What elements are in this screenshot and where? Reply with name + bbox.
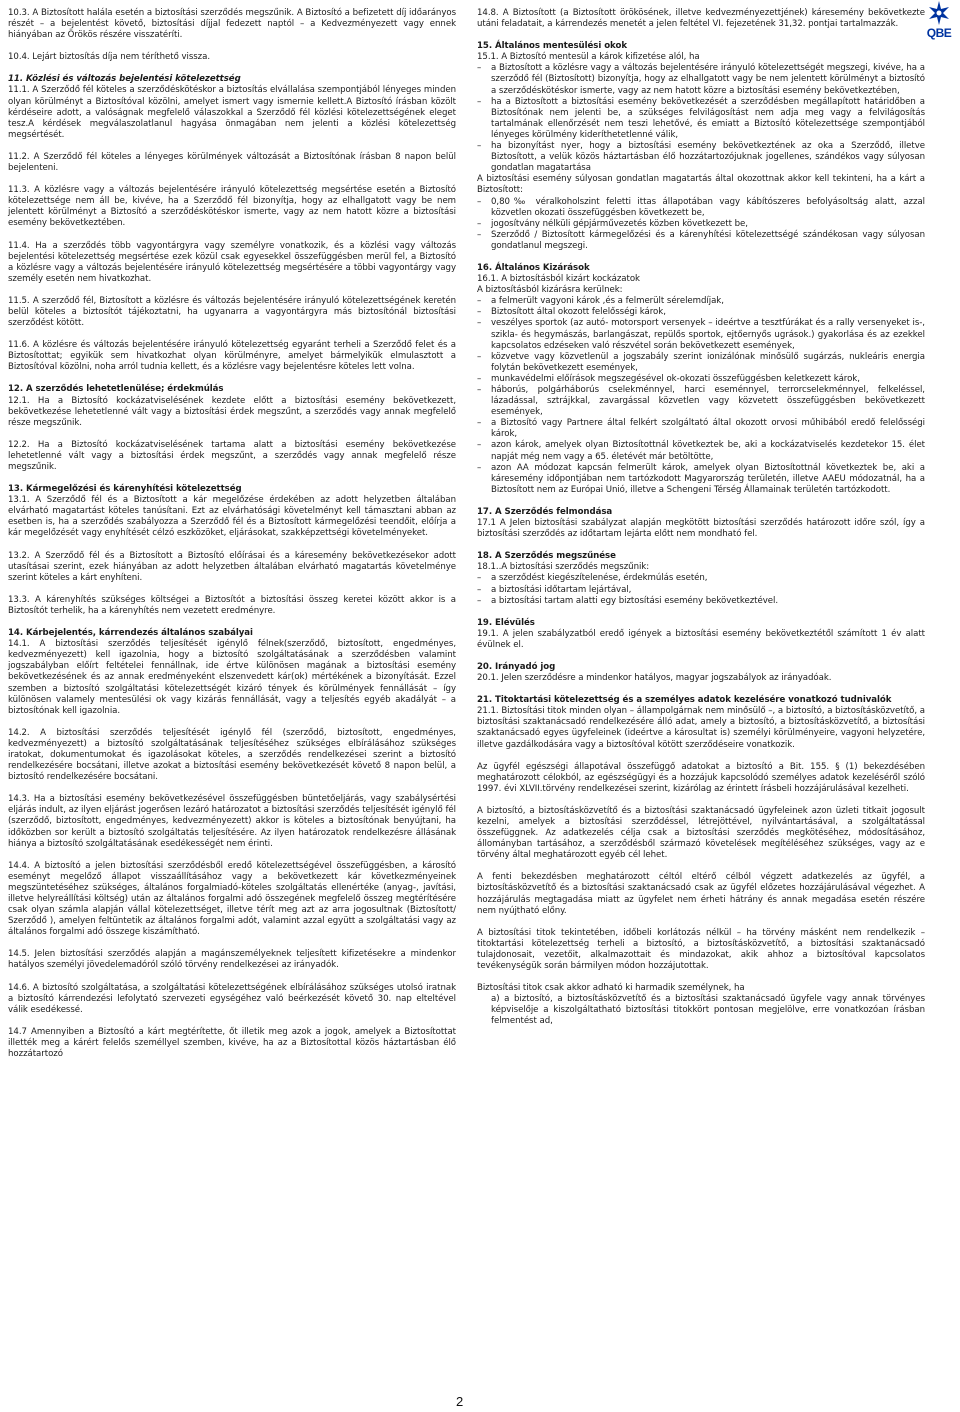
left-section <box>8 949 456 971</box>
section-heading: 13. Kármegelőzési és kárenyhítési kötelezettség <box>8 484 242 495</box>
paragraph: 14.4. A biztosító a jelen biztosítási szerződésből eredő kötelezettségével összefüggésben, a károsító eseményt megelőző állapot visszaállításához vagy a bekövetkezett kár következményeinek megszüntetéséhez szükséges, általános forgalmiadó-köteles szolgáltatás ellenértéke (anyag-, javítási, illetve helyreállítási költség) után az általános forgalmi adó összegének megfelelő összeg megtérítésére csak olyan számla alapján vállal kötelezettséget, illetve térít meg azt az arra jogosultnak (Biztosított/ Szerződő ), amelyen feltüntetik az általános forgalmi adót, valamint azzal együtt a szolgáltatási vagy az általános forgalmi adó összege kiszámítható. <box>8 860 456 938</box>
paragraph: A biztosítási esemény súlyosan gondatlan magatartás által okozottnak akkor kell tekinteni, ha a kárt a Biztosított: <box>477 174 925 196</box>
left-section <box>8 628 456 717</box>
paragraph: A biztosításból kizárásra kerülnek: <box>477 285 623 296</box>
paragraph: 11.1. A Szerződő fél köteles a szerződéskötéskor a biztosítás elvállalása szempontjából lényeges minden olyan körülményt a Biztosítóval közölni, amelyet ismert vagy ismernie kellett.A Biztosító írásban közölt kérdéseire adott, a valóságnak megfelelő válaszokkal a Szerződő fél közlési kötelezettségének eleget tesz.A kérdések megválaszolatlanul hagyása önmagában nem jelenti a közlési kötelezettség megsértését. <box>8 85 456 140</box>
paragraph: 12.1. Ha a Biztosító kockázatviselésének kezdete előtt a biztosítási esemény bekövetkezett, bekövetkezése lehetetlenné vált vagy a biztosítási érdek megszűnt, a szerződés vagy annak megfelelő része megszűnik. <box>8 395 456 428</box>
section-heading: 14. Kárbejelentés, kárrendezés általános szabályai <box>8 628 253 639</box>
paragraph: 14.3. Ha a biztosítási esemény bekövetkezésével összefüggésben büntetőeljárás, vagy szabálysértési eljárás indult, az ilyen eljárást jogerősen lezáró határozatot a biztosítási szerződés teljesítését igénylő fél (szerződő, biztosított, engedményes, kedvezményezett) akkor is köteles a biztosítónak benyújtani, ha időközben sor került a biztosító szolgáltatás teljesítésére. Az ilyen határozatok rendelkezésre állásának hiánya a biztosító szolgáltatásának esedékességét nem érinti. <box>8 794 456 849</box>
left-section <box>8 861 456 939</box>
list-item: – háborús, polgárháborús cselekménnyel, harci eseménnyel, terrorcselekménnyel, felkeléssel, lázadással, sztrájkkal, zavargással közvetlen vagy közvetett összefüggésben bekövetkezett események, <box>477 385 925 418</box>
paragraph: 17.1 A Jelen biztosítási szabályzat alapján megkötött biztosítási szerződés határozott időre szól, így a biztosítási szerződés az időtartam lejárta előtt nem mondható fel. <box>477 518 925 540</box>
left-section <box>8 52 456 63</box>
section-15 <box>477 41 925 252</box>
list-item: – a felmerült vagyoni károk ,és a felmerült sérelemdíjak, <box>477 296 925 307</box>
paragraph: 12.2. Ha a Biztosító kockázatviselésének tartama alatt a biztosítási esemény bekövetkezése lehetetlenné vált vagy a biztosítási érdek megszűnt, a szerződés vagy annak megfelelő része megszűnik. <box>8 439 456 472</box>
page-number: 2 <box>456 1394 464 1409</box>
left-section <box>8 8 456 41</box>
list-item: – Szerződő / Biztosított kármegelőzési és a kárenyhítési kötelezettségé szándékosan vagy súlyosan gondatlanul megszegi. <box>477 230 925 252</box>
list-item: – azon AA módozat kapcsán felmerült károk, amelyek olyan Biztosítottnál következtek be, aki a káresemény időpontjában nem tartózkodott Magyarország területén, illetve AAEU módozatnál, ha a Biztosított nem az Európai Unió, illetve a Schengeni Térség Államainak területén tartózkodott. <box>477 463 925 496</box>
left-section <box>8 983 456 1016</box>
left-section <box>8 241 456 285</box>
left-section <box>8 794 456 849</box>
list-item: – a biztosítási tartam alatti egy biztosítási esemény bekövetkeztével. <box>477 596 925 607</box>
logo-text: QBE <box>926 26 952 40</box>
section-16 <box>477 263 925 496</box>
paragraph: 11.4. Ha a szerződés több vagyontárgyra vagy személyre vonatkozik, és a közlési vagy változás bejelentési kötelezettség megsértése ezek közül csak egyesekkel összefüggésben merül fel, a Biztosító a közlésre vagy a változás bejelentésére irányuló kötelezettség megsértésére a többi vagyontárgy vagy személy esetén nem hivatkozhat. <box>8 240 456 284</box>
list-item: – a Biztosított a közlésre vagy a változás bejelentésére irányuló kötelezettségét megszegi, kivéve, ha a szerződő fél (Biztosított) bizonyítja, hogy az elhallgatott vagy be nem jelentett körülményt a biztosító a szerződéskötéskor ismerte, vagy az nem hatott közre a biztosítási esemény bekövetkeztében, <box>477 63 925 96</box>
paragraph: A biztosító, a biztosításközvetítő és a biztosítási szaktanácsadó ügyfeleinek azon üzleti titkait jogosult kezelni, amelyek a biztosítási szerződéssel, létrejöttével, nyilvántartásával, a szolgáltatással összefüggnek. Az adatkezelés célja csak a biztosítási szerződés megkötéséhez, módosításához, állományban tartásához, a szerződésből származó követelések megítéléséhez szükséges, vagy az e törvény által meghatározott egyéb cél lehet. <box>477 805 925 861</box>
left-section <box>8 384 456 428</box>
list-item: – a szerződést kiegészítelenése, érdekmúlás esetén, <box>477 573 925 584</box>
left-section <box>8 728 456 783</box>
left-section <box>8 185 456 229</box>
section-heading: 12. A szerződés lehetetlenülése; érdekmúlás <box>8 384 224 395</box>
paragraph: a) a biztosító, a biztosításközvetítő és a biztosítási szaktanácsadó ügyfele vagy annak törvényes képviselője a kiszolgáltatható biztosítási titokkört pontosan megjelölve, erre vonatkozóan írásban felmentést ad, <box>491 994 925 1027</box>
paragraph: 14.7 Amennyiben a Biztosító a kárt megtérítette, őt illetik meg azok a jogok, amelyek a Biztosítottat illették meg a kárért felelős személlyel szemben, kivéve, ha az a Biztosítottal közös háztartásban élő hozzátartozó <box>8 1026 456 1060</box>
paragraph: 14.8. A Biztosított (a Biztosított örökösének, illetve kedvezményezettjének) káresemény bekövetkezte utáni feladatait, a kárrendezés menetét a jelen feltétel VI. fejezetének 31,32. pontjai tartalmazzák. <box>477 8 925 30</box>
list-item: – veszélyes sportok (az autó- motorsport versenyek – ideértve a tesztfúrákat és a rally versenyeket is-, szikla- és hegymászás, barlangászat, repülős sportok, ejtőernyős ugrások.) gyakorlása és az ezekkel kapcsolatos edzéseken való részvétel során bekövetkezett események, <box>477 318 925 351</box>
left-section <box>8 296 456 329</box>
left-section <box>8 74 456 141</box>
paragraph: A fenti bekezdésben meghatározott céltól eltérő célból végzett adatkezelés az ügyfél, a biztosításközvetítő és a biztosítási szaktanácsadó csak az ügyfél előzetes hozzájárulásával végezhet. A hozzájárulás megtagadása miatt az ügyfelet nem érheti hátrány és annak megadása esetén részére nem nyújtható előny. <box>477 872 925 916</box>
left-section <box>8 152 456 174</box>
left-column <box>8 8 456 1071</box>
section-18 <box>477 551 925 606</box>
section-14-8 <box>477 8 925 30</box>
paragraph: Az ügyfél egészségi állapotával összefüggő adatokat a biztosító a Bit. 155. § (1) bekezdésében meghatározott célokból, az egészségügyi és a hozzájuk kapcsolódó személyes adatok kezeléséről szóló 1997. évi XLVII.törvény rendelkezései szerint, kizárólag az érintett írásbeli hozzájárulásával kezelheti. <box>477 761 925 794</box>
paragraph: 11.2. A Szerződő fél köteles a lényeges körülmények változását a Biztosítónak írásban 8 napon belül bejelenteni. <box>8 151 456 174</box>
right-column <box>477 8 925 1028</box>
left-section <box>8 440 456 473</box>
section-heading: 20. Irányadó jog <box>477 661 556 672</box>
list-item: – azon károk, amelyek olyan Biztosítottnál következtek be, aki a kockázatviselés kezdetekor 15. élet napját még nem vagy a 65. életévét már betöltötte, <box>477 440 925 462</box>
paragraph: 14.1. A biztosítási szerződés teljesítését igénylő félnek(szerződő, biztosított, engedményes, kedvezményezett) kell igazolnia, hogy a biztosító szolgáltatásának a szerződésben valamint jogszabályban előírt feltételei fennállnak, ide értve különösen magának a biztosítási esemény bekövetkezésének és az annak eredményeként elszenvedett kár(ok) mértékének a bizonyítását. Ezzel szemben a biztosító szolgáltatási kötelezettségét kizáró tények és körülmények fennállását – így különösen valamely mentesülési ok vagy kizárás fennállását, vagy a teljesítés egyéb akadályát – a biztosítónak kell igazolnia. <box>8 639 456 716</box>
paragraph: 21.1. Biztosítási titok minden olyan – állampolgárnak nem minősülő –, a biztosító, a biztosításközvetítő, a biztosítási szaktanácsadó rendelkezésére álló adat, amely a biztosító, a biztosításközvetítő, a biztosítási szaktanácsadó egyes ügyfeleinek (ideértve a károsultat is) személyi körülményeire, vagyoni helyzetére, illetve gazdálkodására vagy a biztosítóval kötött szerződéseire vonatkozik. <box>477 706 925 750</box>
list-item: – közvetve vagy közvetlenül a jogszabály szerint ionizálónak minősülő sugárzás, nukleáris energia folytán bekövetkezett események, <box>477 352 925 374</box>
section-heading: 19. Elévülés <box>477 617 535 628</box>
paragraph: 11.5. A szerződő fél, Biztosított a közlésre és változás bejelentésére irányuló kötelezettségének keretén belül köteles a biztosítót tájékoztatni, ha ugyanarra a vagyontárgyra más biztosítónál biztosítási szerződést kötött. <box>8 295 456 329</box>
section-21 <box>477 695 925 1027</box>
paragraph: A biztosítási titok tekintetében, időbeli korlátozás nélkül – ha törvény másként nem rendelkezik – titoktartási kötelezettség terheli a biztosító, a biztosításközvetítő, a biztosítási szaktanácsadó tulajdonosait, vezetőit, alkalmazottait és mindazokat, akik ahhoz a biztosítóval kapcsolatos tevékenységük során bármilyen módon hozzájutottak. <box>477 927 925 972</box>
paragraph: 20.1. Jelen szerződésre a mindenkor hatályos, magyar jogszabályok az irányadóak. <box>477 673 832 684</box>
qbe-logo <box>922 0 956 40</box>
paragraph: 14.6. A biztosító szolgáltatása, a szolgáltatási kötelezettségének elbírálásához szükséges utolsó iratnak a biztosító kárrendezési lefolytató szervezeti egységéhez való beérkezését követő 30. nap elteltével válik esedékessé. <box>8 982 456 1015</box>
section-19 <box>477 618 925 651</box>
left-section <box>8 340 456 373</box>
section-heading: 21. Titoktartási kötelezettség és a személyes adatok kezelésére vonatkozó tudnivalók <box>477 695 892 706</box>
paragraph: 15.1. A Biztosító mentesül a károk kifizetése alól, ha <box>477 52 700 63</box>
left-section <box>8 484 456 539</box>
section-heading: 17. A Szerződés felmondása <box>477 506 613 517</box>
list-item: – a Biztosító vagy Partnere által felkért szolgáltató által okozott orvosi műhibából eredő felelősségi károk, <box>477 418 925 440</box>
list-item: – ha bizonyítást nyer, hogy a biztosítási esemény bekövetkeztének az oka a Szerződő, illetve Biztosított, a velük közös háztartásban élő hozzátartozójuknak jogellenes, szándékos vagy súlyosan gondatlan magatartása <box>477 141 925 174</box>
left-section <box>8 551 456 584</box>
list-item: – munkavédelmi előírások megszegésével ok-okozati összefüggésben keletkezett károk, <box>477 374 925 385</box>
section-heading: 15. Általános mentesülési okok <box>477 41 627 52</box>
paragraph: 11.6. A közlésre és változás bejelentésére irányuló kötelezettség egyaránt terheli a Szerződő felet és a Biztosítottat; egyikük sem hivatkozhat olyan körülményre, amelyet bármelyikük elmulasztott a Biztosítóval közölni, noha arról tudnia kellett, és a közlésre vagy bejelentésre köteles lett volna. <box>8 340 456 373</box>
left-section <box>8 595 456 617</box>
paragraph: 13.2. A Szerződő fél és a Biztosított a Biztosító előírásai és a káresemény bekövetkezésekor adott utasításai szerint, ezek hiányában az adott helyzetben általában elvárható magatartás követelménye szerint köteles a kárt enyhíteni. <box>8 550 456 583</box>
list-item: – jogosítvány nélküli gépjárművezetés közben következett be, <box>477 219 925 230</box>
left-section <box>8 1027 456 1060</box>
list-item: – Biztosított által okozott felelősségi károk, <box>477 307 925 318</box>
paragraph: 13.1. A Szerződő fél és a Biztosított a kár megelőzése érdekében az adott helyzetben általában elvárható magatartást köteles tanúsítani. Ezt az elvárhatósági követelményt kell támasztani abban az esetben is, ha a szerződés szabályozza a Szerződő fél és a Biztosított kármegelőzési teendőit, előírja a kár megelőzését vagy enyhítését célzó eszközöket, eljárásokat, szakképzettségi követelményeket. <box>8 495 456 539</box>
section-20 <box>477 662 925 684</box>
paragraph: 18.1..A biztosítási szerződés megszűnik: <box>477 562 650 573</box>
paragraph: 16.1. A biztosításból kizárt kockázatok <box>477 274 640 285</box>
paragraph: 10.3. A Biztosított halála esetén a biztosítási szerződés megszűnik. A Biztosító a befizetett díj időarányos részét – a bejelentést követő, biztosítási díjjal fedezett naptól – a Kedvezményezett vagy ennek hiányában az Örökös részére visszatéríti. <box>8 8 456 41</box>
list-item: – a biztosítási időtartam lejártával, <box>477 585 925 596</box>
list-item: – 0,80‰ véralkoholszint feletti ittas állapotában vagy kábítószeres befolyásoltság alatt, azzal közvetlen okozati összefüggésben következett be, <box>477 197 925 219</box>
section-17 <box>477 507 925 540</box>
section-heading: 16. Általános Kizárások <box>477 262 590 273</box>
list-item: – ha a Biztosított a biztosítási esemény bekövetkezését a szerződésben megállapított határidőben a Biztosítónak nem jelenti be, a szükséges felvilágosítást nem adja meg vagy a felvilágosítás tartalmának ellenőrzését nem teszi lehetővé, és emiatt a Biztosító kötelezettsége szempontjából lényeges körülmény kideríthetetlenné válik, <box>477 97 925 141</box>
section-heading: 11. Közlési és változás bejelentési kötelezettség <box>8 74 241 85</box>
paragraph: 10.4. Lejárt biztosítás díja nem téríthető vissza. <box>8 52 211 63</box>
paragraph: 19.1. A jelen szabályzatból eredő igények a biztosítási esemény bekövetkeztétől számított 1 év alatt évülnek el. <box>477 628 925 650</box>
section-heading: 18. A Szerződés megszűnése <box>477 551 616 562</box>
paragraph: 14.2. A biztosítási szerződés teljesítését igénylő fél (szerződő, biztosított, engedményes, kedvezményezett) a biztosító szolgáltatásának teljesítéséhez szükséges elbírálásához szükséges iratokat, dokumentumokat és igazolásokat köteles, a szerződés rendelkezései szerint a biztosító rendelkezésére bocsátani, illetve azokat a biztosítási esemény bekövetkezését követő 8 napon belül, a biztosító rendelkezésére bocsátani. <box>8 727 456 783</box>
paragraph: Biztosítási titok csak akkor adható ki harmadik személynek, ha <box>477 983 745 994</box>
paragraph: 13.3. A kárenyhítés szükséges költségei a Biztosítót a biztosítási összeg keretei között akkor is a Biztosítót terhelik, ha a kárenyhítés nem vezetett eredményre. <box>8 594 456 616</box>
qbe-star-icon <box>922 0 956 26</box>
paragraph: 14.5. Jelen biztosítási szerződés alapján a magánszemélyeknek teljesített kifizetésekre a mindenkor hatályos személyi jövedelemadóról szóló törvény rendelkezései az irányadók. <box>8 949 456 971</box>
paragraph: 11.3. A közlésre vagy a változás bejelentésére irányuló kötelezettség megsértése esetén a Biztosító kötelezettsége nem áll be, kivéve, ha a Szerződő fél bizonyítja, hogy az elhallgatott vagy be nem jelentett körülményt a Biztosító a szerződéskötéskor ismerte, vagy az nem hatott közre a biztosítási esemény bekövetkeztében. <box>8 185 456 229</box>
